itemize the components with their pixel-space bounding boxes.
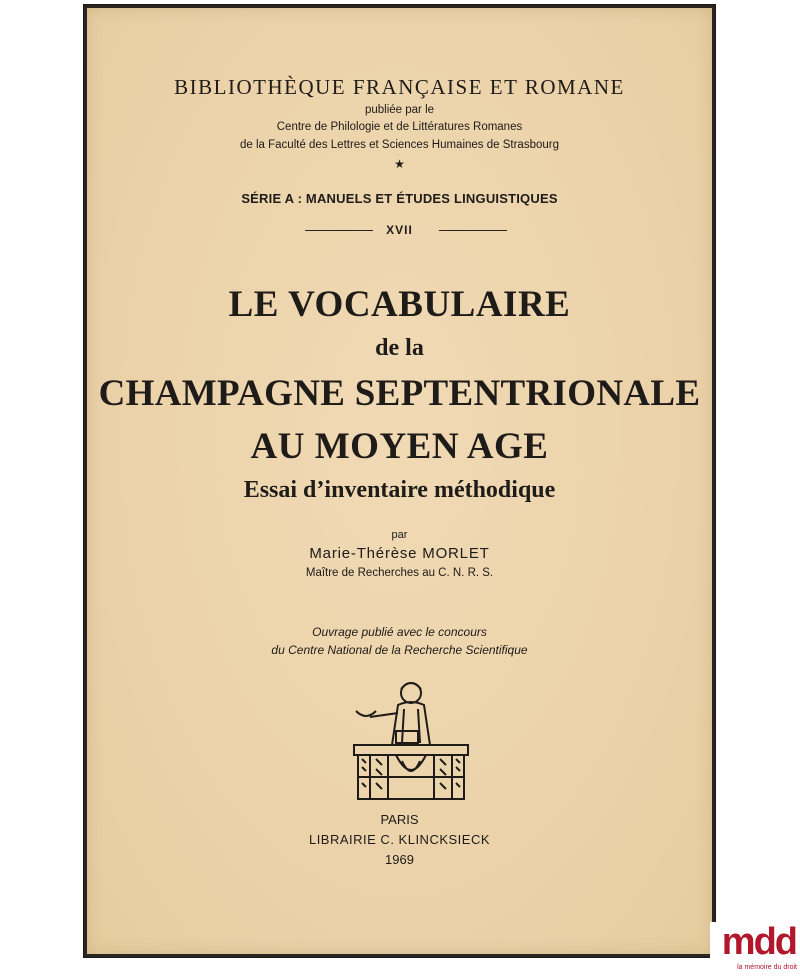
title-line-4: AU MOYEN AGE <box>250 426 549 467</box>
scholar-at-desk-emblem-icon <box>348 673 474 803</box>
author-role: Maître de Recherches au C. N. R. S. <box>305 567 494 579</box>
publisher-name: LIBRAIRIE C. KLINCKSIECK <box>308 832 491 847</box>
author-name: Marie-Thérèse MORLET <box>309 545 490 562</box>
volume-rule-right <box>439 230 507 231</box>
subtitle: Essai d’inventaire méthodique <box>243 477 556 503</box>
title-line-1: LE VOCABULAIRE <box>228 284 571 325</box>
publication-year: 1969 <box>385 852 414 867</box>
series-subtitle: SÉRIE A : MANUELS ET ÉTUDES LINGUISTIQUES <box>241 191 558 206</box>
mdd-watermark-logo <box>710 922 800 976</box>
place-of-publication: PARIS <box>380 812 419 827</box>
book-cover <box>83 4 716 958</box>
volume-number: XVII <box>386 223 413 237</box>
title-line-2: de la <box>375 335 424 361</box>
centre-line-1: Centre de Philologie et de Littératures Romanes <box>276 121 523 133</box>
series-title: BIBLIOTHÈQUE FRANÇAISE ET ROMANE <box>174 75 625 99</box>
mdd-logo-tagline: la mémoire du droit <box>737 964 797 971</box>
by-text: par <box>391 529 408 541</box>
mdd-logo-text: mdd <box>721 921 796 963</box>
support-line-2: du Centre National de la Recherche Scientifique <box>271 643 528 657</box>
star-ornament-icon: ★ <box>394 157 405 171</box>
published-by-text: publiée par le <box>364 104 435 116</box>
centre-line-2: de la Faculté des Lettres et Sciences Humaines de Strasbourg <box>240 139 559 151</box>
title-line-3: CHAMPAGNE SEPTENTRIONALE <box>98 373 701 414</box>
support-line-1: Ouvrage publié avec le concours <box>312 625 487 639</box>
